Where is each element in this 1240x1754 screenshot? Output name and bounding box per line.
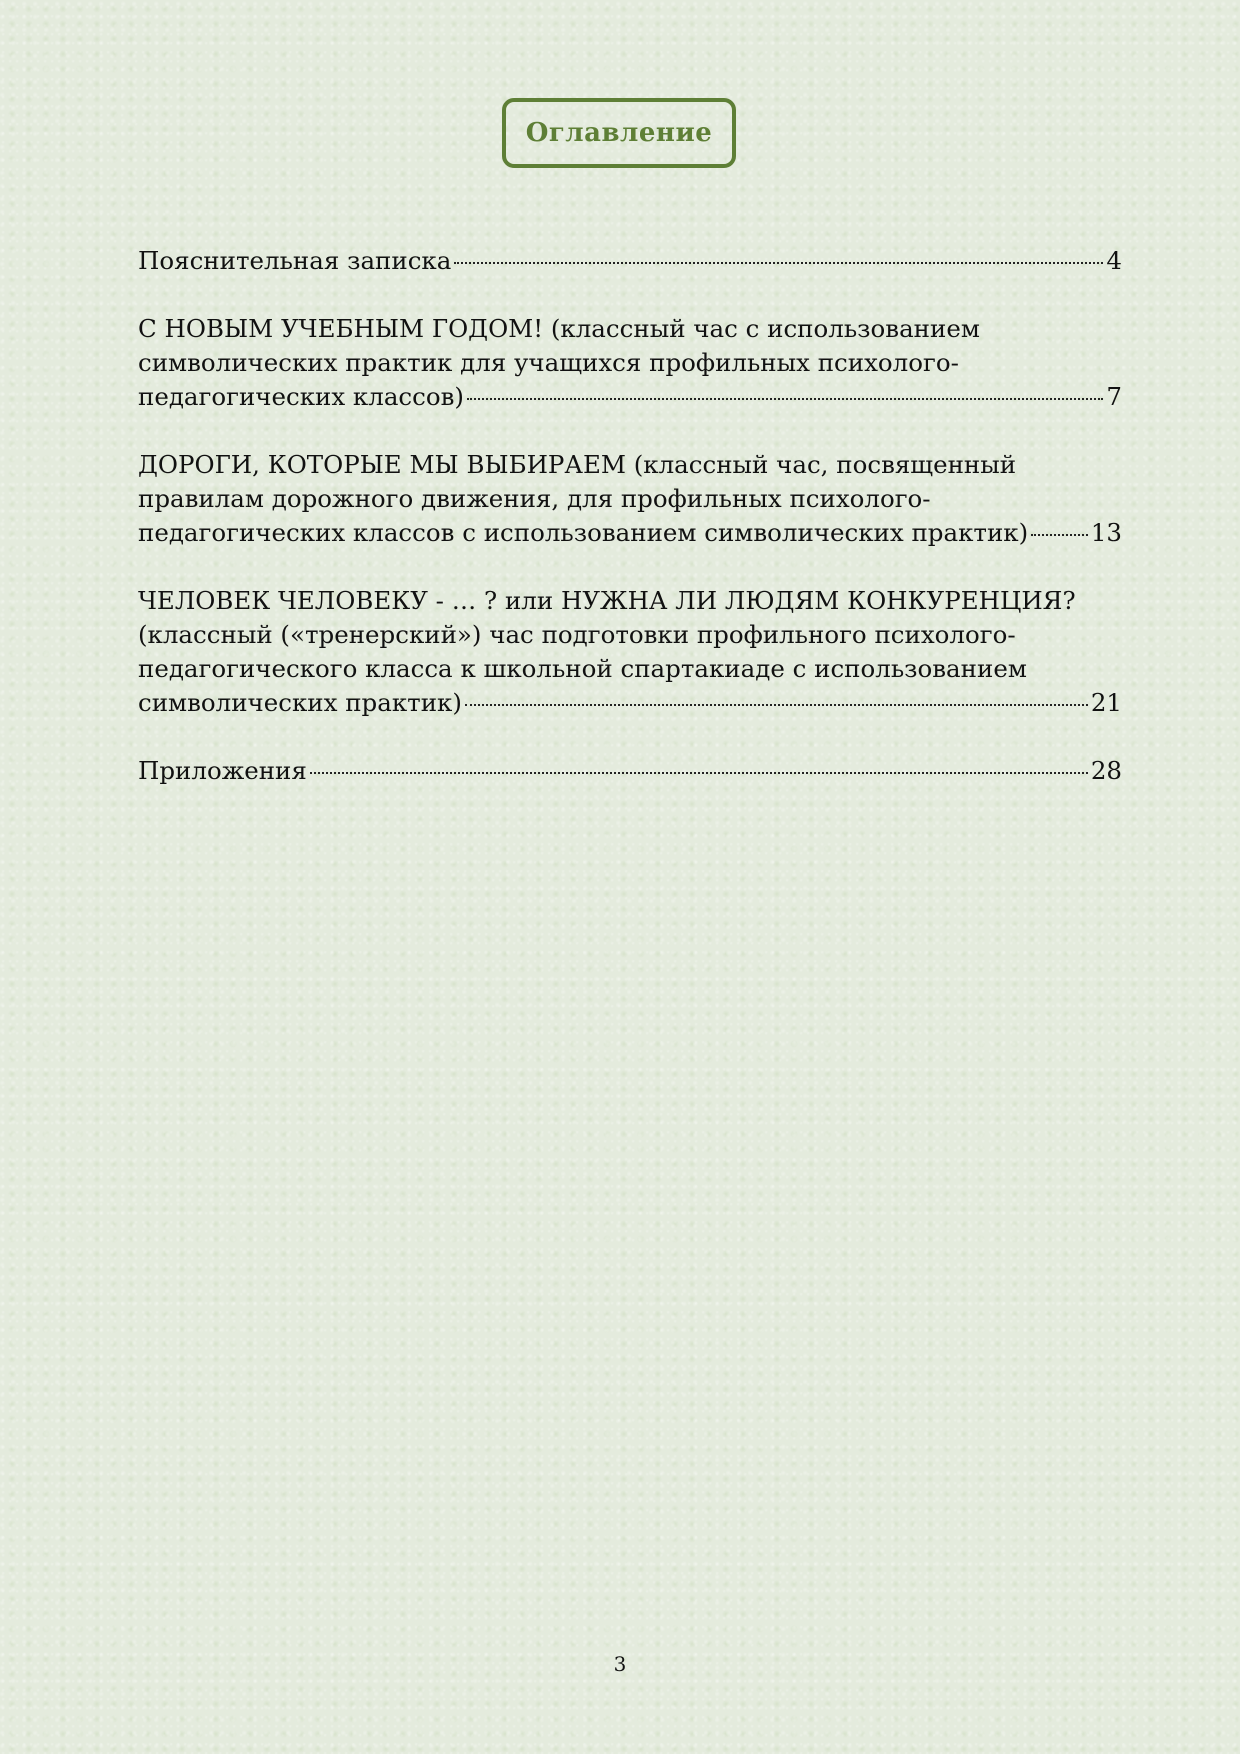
toc-entry-competition[interactable] — [138, 584, 1122, 720]
toc-entry-title-line: правилам дорожного движения, для профильных психолого- — [138, 484, 931, 513]
toc-entry-title: Приложения — [138, 756, 307, 785]
dot-leader — [465, 703, 1088, 706]
toc-entry-appendices[interactable] — [138, 754, 1122, 788]
toc-page-number: 7 — [1106, 382, 1122, 411]
dot-leader — [467, 397, 1103, 400]
toc-page-number: 4 — [1106, 246, 1122, 275]
toc-entry-roads[interactable] — [138, 448, 1122, 550]
toc-title-box — [502, 98, 736, 168]
dot-leader — [454, 261, 1103, 264]
toc-entry-title-line: (классный («тренерский») час подготовки профильного психолого- — [138, 620, 1016, 649]
toc-page-number: 21 — [1090, 688, 1122, 717]
toc-entry-title-line: символических практик для учащихся профильных психолого- — [138, 348, 959, 377]
toc-entry-title-line: педагогических классов с использованием символических практик) — [138, 518, 1029, 547]
toc-entry-title-line: ДОРОГИ, КОТОРЫЕ МЫ ВЫБИРАЕМ (классный час, посвященный — [138, 450, 1017, 479]
toc-entry-title-line: педагогического класса к школьной спартакиаде с использованием — [138, 654, 1027, 683]
table-of-contents — [138, 244, 1122, 822]
page-number: 3 — [613, 1652, 627, 1676]
toc-entry-new-school-year[interactable] — [138, 312, 1122, 414]
dot-leader — [1031, 533, 1088, 536]
toc-page-number: 28 — [1090, 756, 1122, 785]
dot-leader — [310, 771, 1088, 774]
toc-entry-title-line: ЧЕЛОВЕК ЧЕЛОВЕКУ - … ? или НУЖНА ЛИ ЛЮДЯМ КОНКУРЕНЦИЯ? — [138, 586, 1076, 615]
toc-entry-explanatory-note[interactable] — [138, 244, 1122, 278]
toc-title: Оглавление — [525, 118, 713, 148]
toc-entry-title: Пояснительная записка — [138, 246, 452, 275]
toc-entry-title-line: С НОВЫМ УЧЕБНЫМ ГОДОМ! (классный час с использованием — [138, 314, 980, 343]
toc-page-number: 13 — [1090, 518, 1122, 547]
toc-entry-title-line: символических практик) — [138, 688, 462, 717]
toc-entry-title-line: педагогических классов) — [138, 382, 464, 411]
